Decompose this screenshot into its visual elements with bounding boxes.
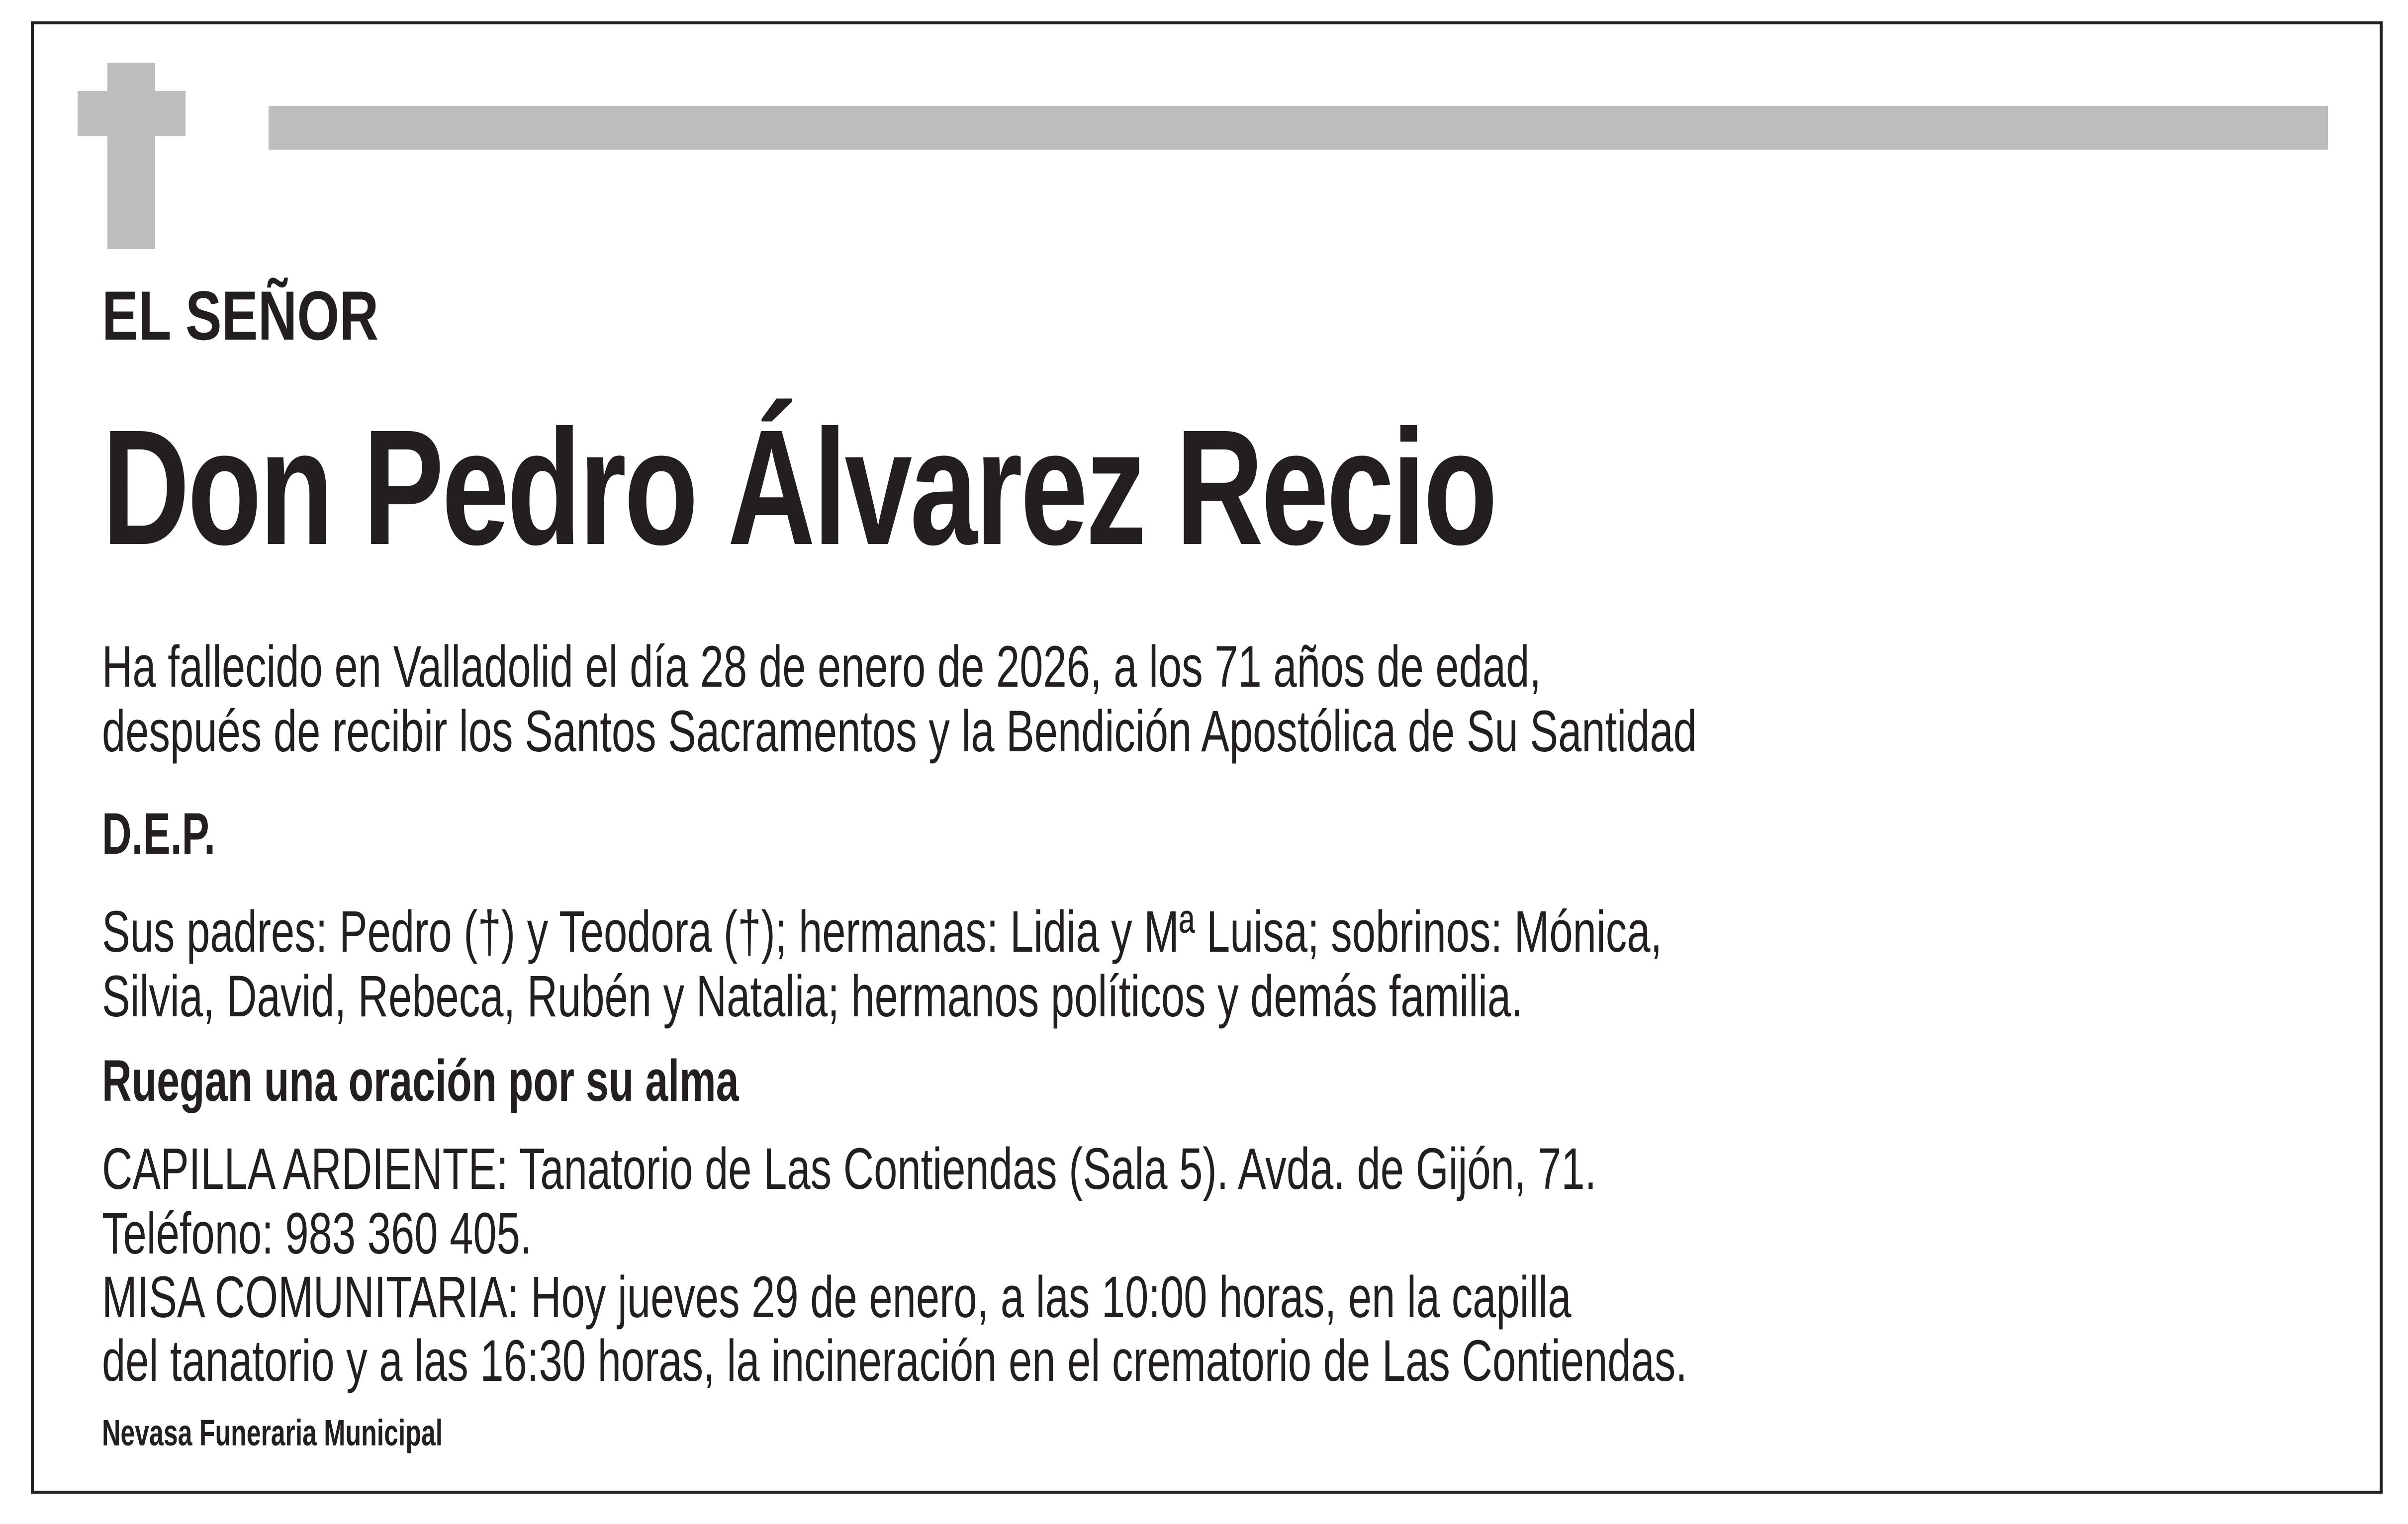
dep-label: D.E.P.: [102, 801, 216, 867]
family-line-1: Sus padres: Pedro (†) y Teodora (†); hermanas: Lidia y Mª Luisa; sobrinos: Mónica,: [102, 899, 1663, 965]
title-prefix: EL SEÑOR: [102, 276, 379, 355]
deceased-name: Don Pedro Álvarez Recio: [102, 395, 1495, 579]
details-line-4: del tanatorio y a las 16:30 horas, la incineración en el crematorio de Las Contiendas.: [102, 1328, 1687, 1394]
funeral-home-name: Nevasa Funeraria Municipal: [102, 1412, 443, 1453]
details-line-3: MISA COMUNITARIA: Hoy jueves 29 de enero, a las 10:00 horas, en la capilla: [102, 1264, 1572, 1330]
details-line-1: CAPILLA ARDIENTE: Tanatorio de Las Contiendas (Sala 5). Avda. de Gijón, 71.: [102, 1136, 1597, 1202]
prayer-request: Ruegan una oración por su alma: [102, 1048, 739, 1114]
announcement-line-2: después de recibir los Santos Sacramentos y la Bendición Apostólica de Su Santidad: [102, 699, 1697, 764]
header-rule: [269, 106, 2328, 150]
family-line-2: Silvia, David, Rebeca, Rubén y Natalia; hermanos políticos y demás familia.: [102, 964, 1523, 1029]
announcement-line-1: Ha fallecido en Valladolid el día 28 de enero de 2026, a los 71 años de edad,: [102, 634, 1541, 700]
details-line-2: Teléfono: 983 360 405.: [102, 1201, 532, 1266]
cross-icon-horizontal-bar: [78, 91, 185, 136]
